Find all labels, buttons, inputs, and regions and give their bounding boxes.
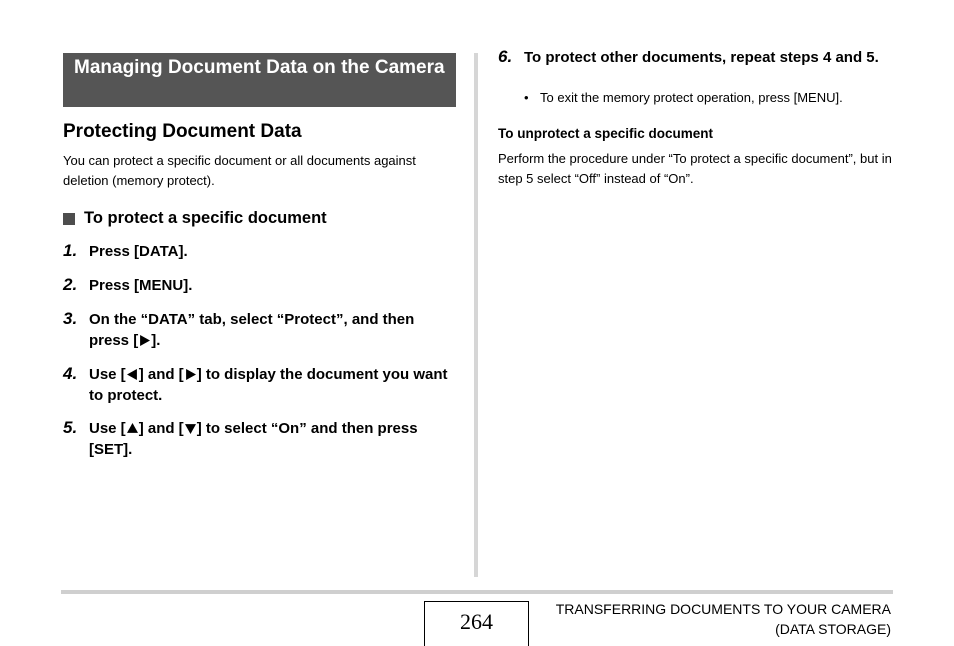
- step-2: [63, 275, 456, 297]
- step-text: On the “DATA” tab, select “Protect”, and then press [ ].: [89, 311, 415, 349]
- triangle-down-icon: [185, 423, 196, 434]
- step-text: Use [ ] and [ ] to select “On” and then press [SET].: [89, 420, 418, 458]
- step-6: [498, 47, 888, 69]
- step-number: 6.: [498, 47, 513, 66]
- step-number: 5.: [63, 418, 78, 437]
- unprotect-heading: To unprotect a specific document: [498, 126, 714, 141]
- step-number: 2.: [63, 275, 78, 294]
- note-text: To exit the memory protect operation, press [MENU].: [540, 90, 843, 105]
- step-number: 3.: [63, 309, 78, 328]
- black-square-icon: [63, 213, 75, 225]
- page-heading: Protecting Document Data: [63, 121, 302, 142]
- step-number: 4.: [63, 364, 78, 383]
- chapter-title-line-2: (DATA STORAGE): [775, 621, 891, 637]
- unprotect-text: Perform the procedure under “To protect a specific document”, but in step 5 select “Off” instead of “On”.: [498, 151, 892, 186]
- procedure-title: To protect a specific document: [84, 209, 327, 227]
- procedure-heading: [63, 209, 327, 228]
- triangle-up-icon: [127, 423, 138, 434]
- column-divider: [474, 53, 478, 577]
- step-1: [63, 241, 456, 263]
- footer-rule: [61, 590, 893, 594]
- chapter-title: [556, 599, 891, 639]
- intro-text: You can protect a specific document or all documents against deletion (memory protect).: [63, 153, 416, 188]
- note-bullet: [524, 90, 843, 105]
- triangle-left-icon: [127, 369, 138, 380]
- step-text: Use [ ] and [ ] to display the document you want to protect.: [89, 366, 448, 404]
- triangle-right-icon: [185, 369, 196, 380]
- triangle-right-icon: [139, 335, 150, 346]
- step-5: [63, 418, 456, 460]
- step-text: Press [MENU].: [89, 277, 193, 294]
- step-number: 1.: [63, 241, 78, 260]
- section-banner-title: Managing Document Data on the Camera: [74, 57, 445, 78]
- bullet-dot-icon: •: [524, 90, 529, 105]
- step-text: Press [DATA].: [89, 243, 188, 260]
- step-3: [63, 309, 456, 351]
- page-number: 264: [424, 601, 529, 646]
- section-banner: [63, 53, 456, 107]
- chapter-title-line-1: TRANSFERRING DOCUMENTS TO YOUR CAMERA: [555, 601, 891, 617]
- step-text: To protect other documents, repeat steps 4 and 5.: [524, 49, 879, 66]
- step-4: [63, 364, 456, 406]
